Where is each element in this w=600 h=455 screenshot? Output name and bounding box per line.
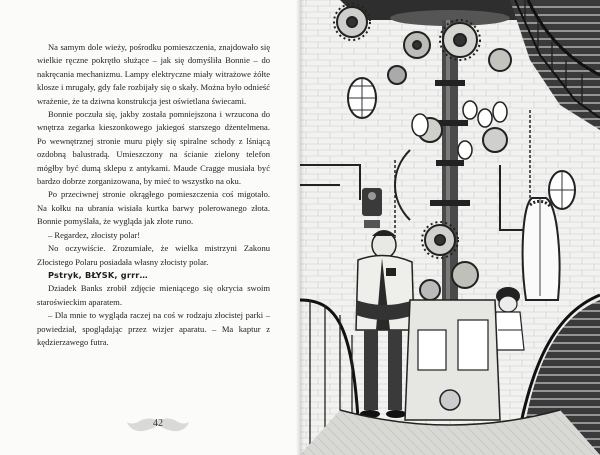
body-text [37,41,270,349]
right-page-illustration [300,0,600,455]
paragraph: No oczywiście. Zrozumiałe, że wielka mistrzyni Zakonu Złocistego Polaru posiadała własny złocisty polar. [37,243,270,267]
paragraph: – Dla mnie to wygląda raczej na coś w rodzaju złocistej parki – powiedział, spoglądając przez wizjer aparatu. – Ma kaptur z kędzierzawego futra. [37,310,270,347]
page-number-badge [126,416,190,434]
sound-effect-text: Pstryk, BŁYSK, grrr… [48,269,148,280]
paragraph: Po przeciwnej stronie okrągłego pomieszczenia coś migotało. Na kołku na ubrania wisiała kurtka barwy polerowanego złota. Bonnie pomyślała, że wygląda jak złote runo. [37,189,270,227]
lighthouse-interior-illustration [300,0,600,455]
paragraph: Bonnie poczuła się, jakby została pomniejszona i wrzucona do wnętrza zegarka kieszonkowego jakiegoś starszego dżentelmena. Po wewnętrznej stronie muru pięły się spiralne schody z lśniącą ozdobną balustradą. Umieszczony na ścianie zielony telefon mógłby być dumą sklepu z antykami. Maude Cragge musiała być bardzo dobrze zorganizowana, by mieć to wszystko na oku. [37,109,270,187]
paragraph: Na samym dole wieży, pośrodku pomieszczenia, znajdowało się wielkie ręczne pokrętło służące – jak się domyśliła Bonnie – do nakręcania mechanizmu. Lampy elektryczne miały witrażowe żółte klosze i mrugały, gdy fale rozbijały się o skały. Można było odnieść wrażenie, że ta dziwna konstrukcja jest oświetlana świecami. [37,42,270,106]
paragraph: Dziadek Banks zrobił zdjęcie mieniącego się okrycia swoim staroświeckim aparatem. [37,283,270,307]
book-gutter [296,0,304,455]
paragraph: – Regardez, złocisty polar! [48,229,141,240]
page-number: 42 [153,418,163,429]
